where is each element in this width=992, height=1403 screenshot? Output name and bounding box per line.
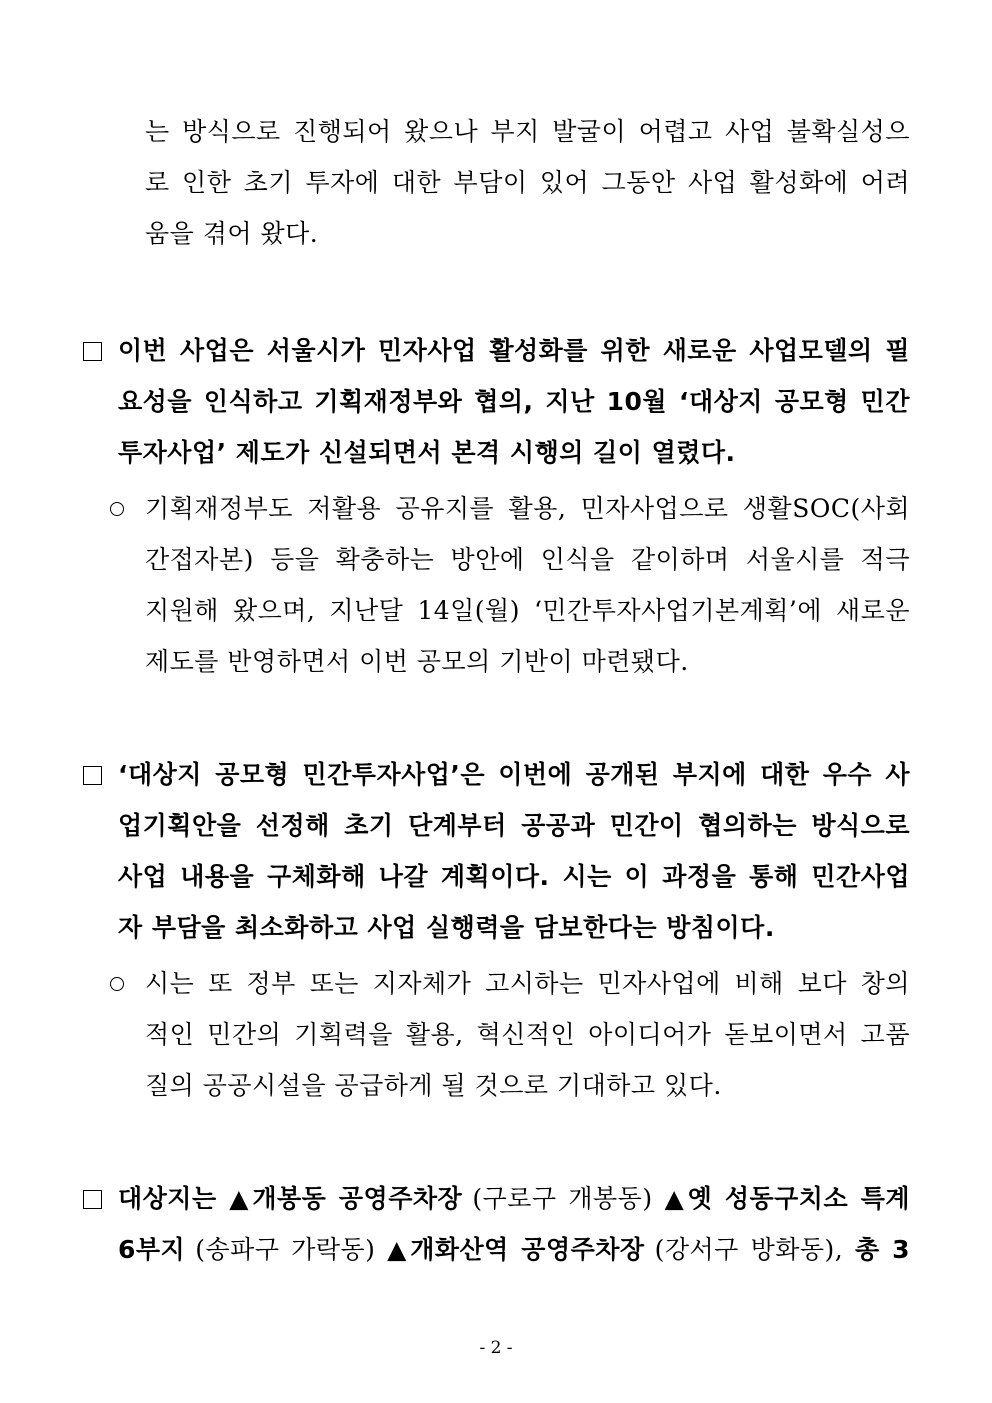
section1-sub-circle-marker xyxy=(110,502,124,516)
section3-site-gaehwasan: ▲개화산역 공영주차장 xyxy=(387,1235,645,1264)
section1-line-2: 요성을 인식하고 기획재정부와 협의, 지난 10월 ‘대상지 공모형 민간 xyxy=(118,387,910,416)
section2-sub-line-1: 시는 또 정부 또는 지자체가 고시하는 민자사업에 비해 보다 창의 xyxy=(145,969,910,998)
page-number: - 2 - xyxy=(479,1338,513,1358)
section2-box-marker xyxy=(83,766,102,785)
section1-sub-line-3: 지원해 왔으며, 지난달 14일(월) ‘민간투자사업기본계획’에 새로운 xyxy=(145,596,910,625)
section3-total: 총 3 xyxy=(854,1235,911,1264)
section1-line-3: 투자사업’ 제도가 신설되면서 본격 시행의 길이 열렸다. xyxy=(118,438,736,467)
section2-line-1: ‘대상지 공모형 민간투자사업’은 이번에 공개된 부지에 대한 우수 사 xyxy=(118,760,910,789)
section3-site-gaebong: ▲개봉동 공영주차장 xyxy=(229,1184,463,1213)
section2-line-4: 자 부담을 최소화하고 사업 실행력을 담보한다는 방침이다. xyxy=(118,913,775,942)
section3-site-gaehwasan-location: (강서구 방화동), xyxy=(654,1235,855,1264)
section1-box-marker xyxy=(83,342,102,361)
section1-sub-line-2: 간접자본) 등을 확충하는 방안에 인식을 같이하며 서울시를 적극 xyxy=(145,545,910,574)
section3-site-seongdong: ▲옛 성동구치소 특계 xyxy=(664,1184,911,1213)
section1-sub-line-4: 제도를 반영하면서 이번 공모의 기반이 마련됐다. xyxy=(145,647,689,676)
section3-site-seongdong-parcel: 6부지 xyxy=(118,1235,186,1264)
section3-site-gaebong-location: (구로구 개봉동) xyxy=(472,1184,665,1213)
section1-sub-line-1: 기획재정부도 저활용 공유지를 활용, 민자사업으로 생활SOC(사회 xyxy=(145,494,910,523)
section2-line-3: 사업 내용을 구체화해 나갈 계획이다. 시는 이 과정을 통해 민간사업 xyxy=(118,862,910,891)
section1-line-1: 이번 사업은 서울시가 민자사업 활성화를 위한 새로운 사업모델의 필 xyxy=(118,336,910,365)
section3-site-seongdong-location: (송파구 가락동) xyxy=(195,1235,388,1264)
section3-box-marker xyxy=(83,1190,102,1209)
section2-sub-line-3: 질의 공공시설을 공급하게 될 것으로 기대하고 있다. xyxy=(145,1071,722,1100)
section2-line-2: 업기획안을 선정해 초기 단계부터 공공과 민간이 협의하는 방식으로 xyxy=(118,811,910,840)
section3-line-1 xyxy=(118,1184,910,1215)
intro-line-3: 움을 겪어 왔다. xyxy=(145,219,319,248)
section2-sub-circle-marker xyxy=(110,977,124,991)
section2-sub-line-2: 적인 민간의 기획력을 활용, 혁신적인 아이디어가 돋보이면서 고품 xyxy=(145,1020,910,1049)
section3-line1-lead: 대상지는 xyxy=(118,1184,230,1213)
section3-line-2 xyxy=(118,1235,910,1266)
intro-line-1: 는 방식으로 진행되어 왔으나 부지 발굴이 어렵고 사업 불확실성으 xyxy=(145,117,910,146)
intro-line-2: 로 인한 초기 투자에 대한 부담이 있어 그동안 사업 활성화에 어려 xyxy=(145,168,910,197)
